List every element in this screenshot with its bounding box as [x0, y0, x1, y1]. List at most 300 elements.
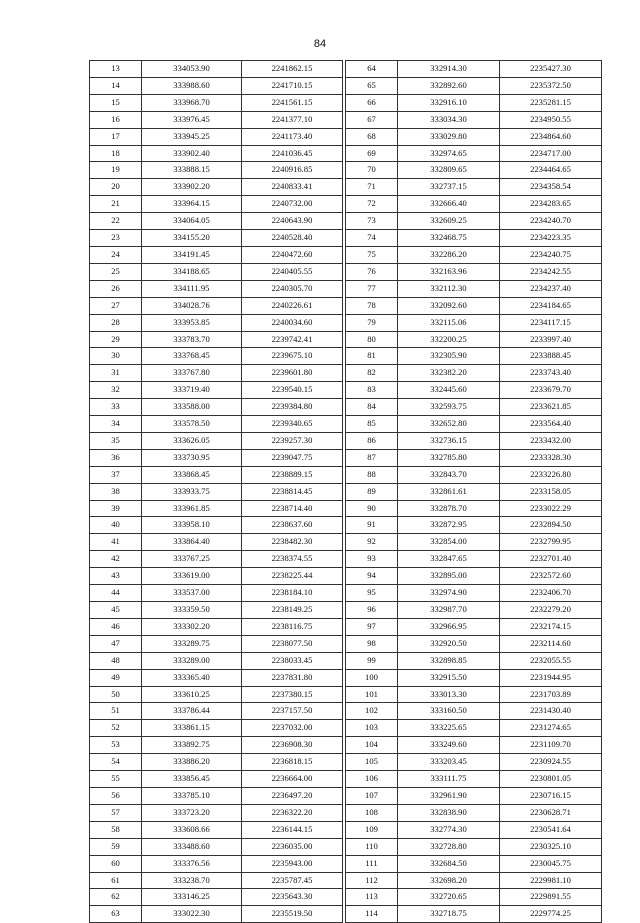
point-number-cell: 68: [346, 128, 398, 145]
y-coordinate-cell: 2234184.65: [500, 297, 602, 314]
table-row: [90, 618, 343, 635]
y-coordinate-cell: 2232799.95: [500, 534, 602, 551]
table-row: [90, 720, 343, 737]
table-row: [346, 686, 602, 703]
table-row: [346, 483, 602, 500]
x-coordinate-cell: 333626.05: [142, 432, 242, 449]
table-row: [90, 230, 343, 247]
x-coordinate-cell: 332847.65: [398, 551, 500, 568]
y-coordinate-cell: 2234358.54: [500, 179, 602, 196]
point-number-cell: 90: [346, 500, 398, 517]
y-coordinate-cell: 2237380.15: [242, 686, 343, 703]
table-row: [90, 754, 343, 771]
x-coordinate-cell: 332838.90: [398, 804, 500, 821]
x-coordinate-cell: 333888.15: [142, 162, 242, 179]
y-coordinate-cell: 2232894.50: [500, 517, 602, 534]
x-coordinate-cell: 332200.25: [398, 331, 500, 348]
x-coordinate-cell: 333289.00: [142, 652, 242, 669]
table-row: [346, 365, 602, 382]
y-coordinate-cell: 2232279.20: [500, 602, 602, 619]
y-coordinate-cell: 2237157.50: [242, 703, 343, 720]
x-coordinate-cell: 333488.60: [142, 838, 242, 855]
table-row: [90, 297, 343, 314]
table-row: [90, 804, 343, 821]
table-row: [346, 263, 602, 280]
y-coordinate-cell: 2238637.60: [242, 517, 343, 534]
y-coordinate-cell: 2231109.70: [500, 737, 602, 754]
x-coordinate-cell: 333861.15: [142, 720, 242, 737]
y-coordinate-cell: 2240732.00: [242, 196, 343, 213]
table-row: [90, 771, 343, 788]
x-coordinate-cell: 333964.15: [142, 196, 242, 213]
x-coordinate-cell: 333608.66: [142, 821, 242, 838]
y-coordinate-cell: 2239384.80: [242, 399, 343, 416]
point-number-cell: 43: [90, 568, 142, 585]
y-coordinate-cell: 2234240.75: [500, 246, 602, 263]
point-number-cell: 28: [90, 314, 142, 331]
point-number-cell: 67: [346, 111, 398, 128]
x-coordinate-cell: 334111.95: [142, 280, 242, 297]
table-row: [90, 348, 343, 365]
table-row: [90, 399, 343, 416]
y-coordinate-cell: 2232114.60: [500, 635, 602, 652]
table-row: [346, 196, 602, 213]
x-coordinate-cell: 333365.40: [142, 669, 242, 686]
y-coordinate-cell: 2230541.64: [500, 821, 602, 838]
y-coordinate-cell: 2232572.60: [500, 568, 602, 585]
point-number-cell: 97: [346, 618, 398, 635]
x-coordinate-cell: 333289.75: [142, 635, 242, 652]
x-coordinate-cell: 332774.30: [398, 821, 500, 838]
point-number-cell: 40: [90, 517, 142, 534]
table-row: [90, 77, 343, 94]
x-coordinate-cell: 332974.90: [398, 585, 500, 602]
point-number-cell: 106: [346, 771, 398, 788]
x-coordinate-cell: 332736.15: [398, 432, 500, 449]
x-coordinate-cell: 332854.00: [398, 534, 500, 551]
table-row: [90, 432, 343, 449]
x-coordinate-cell: 332920.50: [398, 635, 500, 652]
y-coordinate-cell: 2234464.65: [500, 162, 602, 179]
y-coordinate-cell: 2235643.30: [242, 889, 343, 906]
point-number-cell: 112: [346, 872, 398, 889]
point-number-cell: 66: [346, 94, 398, 111]
x-coordinate-cell: 332609.25: [398, 213, 500, 230]
table-row: [90, 145, 343, 162]
x-coordinate-cell: 333988.60: [142, 77, 242, 94]
y-coordinate-cell: 2239675.10: [242, 348, 343, 365]
x-coordinate-cell: 332684.50: [398, 855, 500, 872]
point-number-cell: 71: [346, 179, 398, 196]
table-row: [90, 855, 343, 872]
point-number-cell: 48: [90, 652, 142, 669]
point-number-cell: 101: [346, 686, 398, 703]
x-coordinate-cell: 333588.00: [142, 399, 242, 416]
table-row: [90, 382, 343, 399]
y-coordinate-cell: 2233679.70: [500, 382, 602, 399]
y-coordinate-cell: 2233158.05: [500, 483, 602, 500]
table-row: [346, 280, 602, 297]
point-number-cell: 98: [346, 635, 398, 652]
y-coordinate-cell: 2229774.25: [500, 906, 602, 923]
x-coordinate-cell: 334053.90: [142, 61, 242, 78]
x-coordinate-cell: 332878.70: [398, 500, 500, 517]
x-coordinate-cell: 333238.70: [142, 872, 242, 889]
y-coordinate-cell: 2230628.71: [500, 804, 602, 821]
y-coordinate-cell: 2239540.15: [242, 382, 343, 399]
table-row: [346, 804, 602, 821]
y-coordinate-cell: 2233022.29: [500, 500, 602, 517]
x-coordinate-cell: 332593.75: [398, 399, 500, 416]
x-coordinate-cell: 333785.10: [142, 787, 242, 804]
point-number-cell: 31: [90, 365, 142, 382]
point-number-cell: 26: [90, 280, 142, 297]
x-coordinate-cell: 332163.96: [398, 263, 500, 280]
point-number-cell: 38: [90, 483, 142, 500]
y-coordinate-cell: 2233743.40: [500, 365, 602, 382]
x-coordinate-cell: 332112.30: [398, 280, 500, 297]
point-number-cell: 86: [346, 432, 398, 449]
table-row: [90, 280, 343, 297]
table-row: [90, 686, 343, 703]
point-number-cell: 109: [346, 821, 398, 838]
x-coordinate-cell: 332718.75: [398, 906, 500, 923]
coordinate-table-left: [89, 60, 343, 923]
table-row: [346, 77, 602, 94]
point-number-cell: 88: [346, 466, 398, 483]
table-row: [90, 94, 343, 111]
y-coordinate-cell: 2238149.25: [242, 602, 343, 619]
table-row: [346, 449, 602, 466]
table-row: [346, 889, 602, 906]
table-row: [90, 906, 343, 923]
table-row: [346, 297, 602, 314]
point-number-cell: 33: [90, 399, 142, 416]
point-number-cell: 17: [90, 128, 142, 145]
page-number: 84: [313, 38, 327, 50]
y-coordinate-cell: 2234717.00: [500, 145, 602, 162]
y-coordinate-cell: 2233888.45: [500, 348, 602, 365]
x-coordinate-cell: 332286.20: [398, 246, 500, 263]
y-coordinate-cell: 2234950.55: [500, 111, 602, 128]
point-number-cell: 103: [346, 720, 398, 737]
y-coordinate-cell: 2236322.20: [242, 804, 343, 821]
y-coordinate-cell: 2241561.15: [242, 94, 343, 111]
x-coordinate-cell: 333933.75: [142, 483, 242, 500]
table-row: [90, 331, 343, 348]
point-number-cell: 82: [346, 365, 398, 382]
y-coordinate-cell: 2239047.75: [242, 449, 343, 466]
y-coordinate-cell: 2235519.50: [242, 906, 343, 923]
point-number-cell: 113: [346, 889, 398, 906]
y-coordinate-cell: 2231430.40: [500, 703, 602, 720]
y-coordinate-cell: 2240643.90: [242, 213, 343, 230]
point-number-cell: 84: [346, 399, 398, 416]
x-coordinate-cell: 332445.60: [398, 382, 500, 399]
y-coordinate-cell: 2240226.61: [242, 297, 343, 314]
x-coordinate-cell: 332468.75: [398, 230, 500, 247]
y-coordinate-cell: 2230801.05: [500, 771, 602, 788]
table-row: [90, 669, 343, 686]
y-coordinate-cell: 2238889.15: [242, 466, 343, 483]
table-row: [346, 838, 602, 855]
x-coordinate-cell: 333359.50: [142, 602, 242, 619]
point-number-cell: 111: [346, 855, 398, 872]
table-row: [90, 821, 343, 838]
point-number-cell: 79: [346, 314, 398, 331]
point-number-cell: 77: [346, 280, 398, 297]
point-number-cell: 85: [346, 416, 398, 433]
table-row: [346, 551, 602, 568]
table-row: [90, 534, 343, 551]
x-coordinate-cell: 333203.45: [398, 754, 500, 771]
point-number-cell: 107: [346, 787, 398, 804]
x-coordinate-cell: 332961.90: [398, 787, 500, 804]
x-coordinate-cell: 332720.65: [398, 889, 500, 906]
x-coordinate-cell: 333945.25: [142, 128, 242, 145]
y-coordinate-cell: 2240472.60: [242, 246, 343, 263]
point-number-cell: 83: [346, 382, 398, 399]
table-row: [90, 179, 343, 196]
coordinate-table-right: [345, 60, 602, 923]
point-number-cell: 57: [90, 804, 142, 821]
coordinate-table-left-body: [90, 61, 343, 923]
table-row: [90, 449, 343, 466]
x-coordinate-cell: 333029.80: [398, 128, 500, 145]
x-coordinate-cell: 332728.80: [398, 838, 500, 855]
point-number-cell: 63: [90, 906, 142, 923]
y-coordinate-cell: 2229891.55: [500, 889, 602, 906]
y-coordinate-cell: 2240916.85: [242, 162, 343, 179]
x-coordinate-cell: 333160.50: [398, 703, 500, 720]
table-row: [346, 872, 602, 889]
point-number-cell: 80: [346, 331, 398, 348]
x-coordinate-cell: 332872.95: [398, 517, 500, 534]
table-row: [90, 128, 343, 145]
y-coordinate-cell: 2230045.75: [500, 855, 602, 872]
y-coordinate-cell: 2235281.15: [500, 94, 602, 111]
y-coordinate-cell: 2240528.40: [242, 230, 343, 247]
y-coordinate-cell: 2234864.60: [500, 128, 602, 145]
x-coordinate-cell: 333902.40: [142, 145, 242, 162]
table-row: [90, 246, 343, 263]
y-coordinate-cell: 2238116.75: [242, 618, 343, 635]
table-row: [346, 382, 602, 399]
table-row: [346, 585, 602, 602]
y-coordinate-cell: 2239742.41: [242, 331, 343, 348]
point-number-cell: 23: [90, 230, 142, 247]
table-row: [90, 889, 343, 906]
point-number-cell: 46: [90, 618, 142, 635]
x-coordinate-cell: 334028.76: [142, 297, 242, 314]
x-coordinate-cell: 332861.61: [398, 483, 500, 500]
table-row: [346, 61, 602, 78]
y-coordinate-cell: 2236818.15: [242, 754, 343, 771]
table-row: [90, 635, 343, 652]
point-number-cell: 32: [90, 382, 142, 399]
point-number-cell: 61: [90, 872, 142, 889]
table-row: [346, 500, 602, 517]
y-coordinate-cell: 2233564.40: [500, 416, 602, 433]
x-coordinate-cell: 332305.90: [398, 348, 500, 365]
x-coordinate-cell: 333968.70: [142, 94, 242, 111]
point-number-cell: 47: [90, 635, 142, 652]
point-number-cell: 108: [346, 804, 398, 821]
y-coordinate-cell: 2238225.44: [242, 568, 343, 585]
y-coordinate-cell: 2230924.55: [500, 754, 602, 771]
table-row: [346, 399, 602, 416]
table-row: [90, 466, 343, 483]
point-number-cell: 18: [90, 145, 142, 162]
table-row: [90, 416, 343, 433]
y-coordinate-cell: 2234223.35: [500, 230, 602, 247]
table-row: [346, 821, 602, 838]
y-coordinate-cell: 2239257.30: [242, 432, 343, 449]
point-number-cell: 36: [90, 449, 142, 466]
x-coordinate-cell: 332915.50: [398, 669, 500, 686]
point-number-cell: 69: [346, 145, 398, 162]
x-coordinate-cell: 332892.60: [398, 77, 500, 94]
y-coordinate-cell: 2232701.40: [500, 551, 602, 568]
x-coordinate-cell: 333723.20: [142, 804, 242, 821]
y-coordinate-cell: 2235372.50: [500, 77, 602, 94]
y-coordinate-cell: 2239601.80: [242, 365, 343, 382]
point-number-cell: 96: [346, 602, 398, 619]
table-row: [90, 652, 343, 669]
x-coordinate-cell: 333767.80: [142, 365, 242, 382]
table-row: [90, 838, 343, 855]
point-number-cell: 89: [346, 483, 398, 500]
point-number-cell: 56: [90, 787, 142, 804]
x-coordinate-cell: 333013.30: [398, 686, 500, 703]
point-number-cell: 55: [90, 771, 142, 788]
y-coordinate-cell: 2234242.55: [500, 263, 602, 280]
point-number-cell: 72: [346, 196, 398, 213]
y-coordinate-cell: 2233432.00: [500, 432, 602, 449]
table-row: [346, 534, 602, 551]
point-number-cell: 34: [90, 416, 142, 433]
y-coordinate-cell: 2237032.00: [242, 720, 343, 737]
x-coordinate-cell: 333111.75: [398, 771, 500, 788]
y-coordinate-cell: 2231944.95: [500, 669, 602, 686]
table-row: [90, 737, 343, 754]
x-coordinate-cell: 333302.20: [142, 618, 242, 635]
x-coordinate-cell: 333886.20: [142, 754, 242, 771]
x-coordinate-cell: 332115.06: [398, 314, 500, 331]
point-number-cell: 24: [90, 246, 142, 263]
table-row: [346, 128, 602, 145]
point-number-cell: 13: [90, 61, 142, 78]
table-row: [346, 754, 602, 771]
y-coordinate-cell: 2240405.55: [242, 263, 343, 280]
y-coordinate-cell: 2241862.15: [242, 61, 343, 78]
point-number-cell: 50: [90, 686, 142, 703]
table-row: [346, 517, 602, 534]
table-row: [90, 365, 343, 382]
point-number-cell: 62: [90, 889, 142, 906]
x-coordinate-cell: 332382.20: [398, 365, 500, 382]
table-row: [90, 703, 343, 720]
table-row: [346, 111, 602, 128]
y-coordinate-cell: 2236035.00: [242, 838, 343, 855]
x-coordinate-cell: 333578.50: [142, 416, 242, 433]
x-coordinate-cell: 333537.00: [142, 585, 242, 602]
x-coordinate-cell: 332737.15: [398, 179, 500, 196]
y-coordinate-cell: 2241377.10: [242, 111, 343, 128]
x-coordinate-cell: 333856.45: [142, 771, 242, 788]
y-coordinate-cell: 2240833.41: [242, 179, 343, 196]
table-row: [346, 568, 602, 585]
point-number-cell: 78: [346, 297, 398, 314]
y-coordinate-cell: 2241173.40: [242, 128, 343, 145]
y-coordinate-cell: 2231703.89: [500, 686, 602, 703]
y-coordinate-cell: 2236908.30: [242, 737, 343, 754]
point-number-cell: 75: [346, 246, 398, 263]
table-row: [346, 179, 602, 196]
table-row: [90, 872, 343, 889]
y-coordinate-cell: 2239340.65: [242, 416, 343, 433]
table-row: [346, 737, 602, 754]
x-coordinate-cell: 333249.60: [398, 737, 500, 754]
table-row: [90, 585, 343, 602]
point-number-cell: 44: [90, 585, 142, 602]
y-coordinate-cell: 2237831.80: [242, 669, 343, 686]
table-row: [90, 551, 343, 568]
point-number-cell: 87: [346, 449, 398, 466]
y-coordinate-cell: 2232055.55: [500, 652, 602, 669]
point-number-cell: 110: [346, 838, 398, 855]
table-row: [90, 787, 343, 804]
x-coordinate-cell: 333961.85: [142, 500, 242, 517]
y-coordinate-cell: 2231274.65: [500, 720, 602, 737]
table-row: [346, 635, 602, 652]
point-number-cell: 91: [346, 517, 398, 534]
point-number-cell: 100: [346, 669, 398, 686]
x-coordinate-cell: 334191.45: [142, 246, 242, 263]
x-coordinate-cell: 333730.95: [142, 449, 242, 466]
table-row: [90, 500, 343, 517]
point-number-cell: 19: [90, 162, 142, 179]
point-number-cell: 39: [90, 500, 142, 517]
point-number-cell: 73: [346, 213, 398, 230]
x-coordinate-cell: 332652.80: [398, 416, 500, 433]
point-number-cell: 27: [90, 297, 142, 314]
point-number-cell: 114: [346, 906, 398, 923]
point-number-cell: 21: [90, 196, 142, 213]
table-row: [346, 720, 602, 737]
x-coordinate-cell: 332987.70: [398, 602, 500, 619]
table-row: [346, 416, 602, 433]
table-row: [346, 348, 602, 365]
point-number-cell: 104: [346, 737, 398, 754]
x-coordinate-cell: 332898.85: [398, 652, 500, 669]
x-coordinate-cell: 333610.25: [142, 686, 242, 703]
point-number-cell: 58: [90, 821, 142, 838]
x-coordinate-cell: 332966.95: [398, 618, 500, 635]
y-coordinate-cell: 2235943.00: [242, 855, 343, 872]
table-row: [346, 771, 602, 788]
y-coordinate-cell: 2238033.45: [242, 652, 343, 669]
x-coordinate-cell: 333976.45: [142, 111, 242, 128]
point-number-cell: 102: [346, 703, 398, 720]
table-row: [90, 483, 343, 500]
table-row: [346, 787, 602, 804]
point-number-cell: 99: [346, 652, 398, 669]
y-coordinate-cell: 2234237.40: [500, 280, 602, 297]
x-coordinate-cell: 332914.30: [398, 61, 500, 78]
point-number-cell: 15: [90, 94, 142, 111]
point-number-cell: 20: [90, 179, 142, 196]
